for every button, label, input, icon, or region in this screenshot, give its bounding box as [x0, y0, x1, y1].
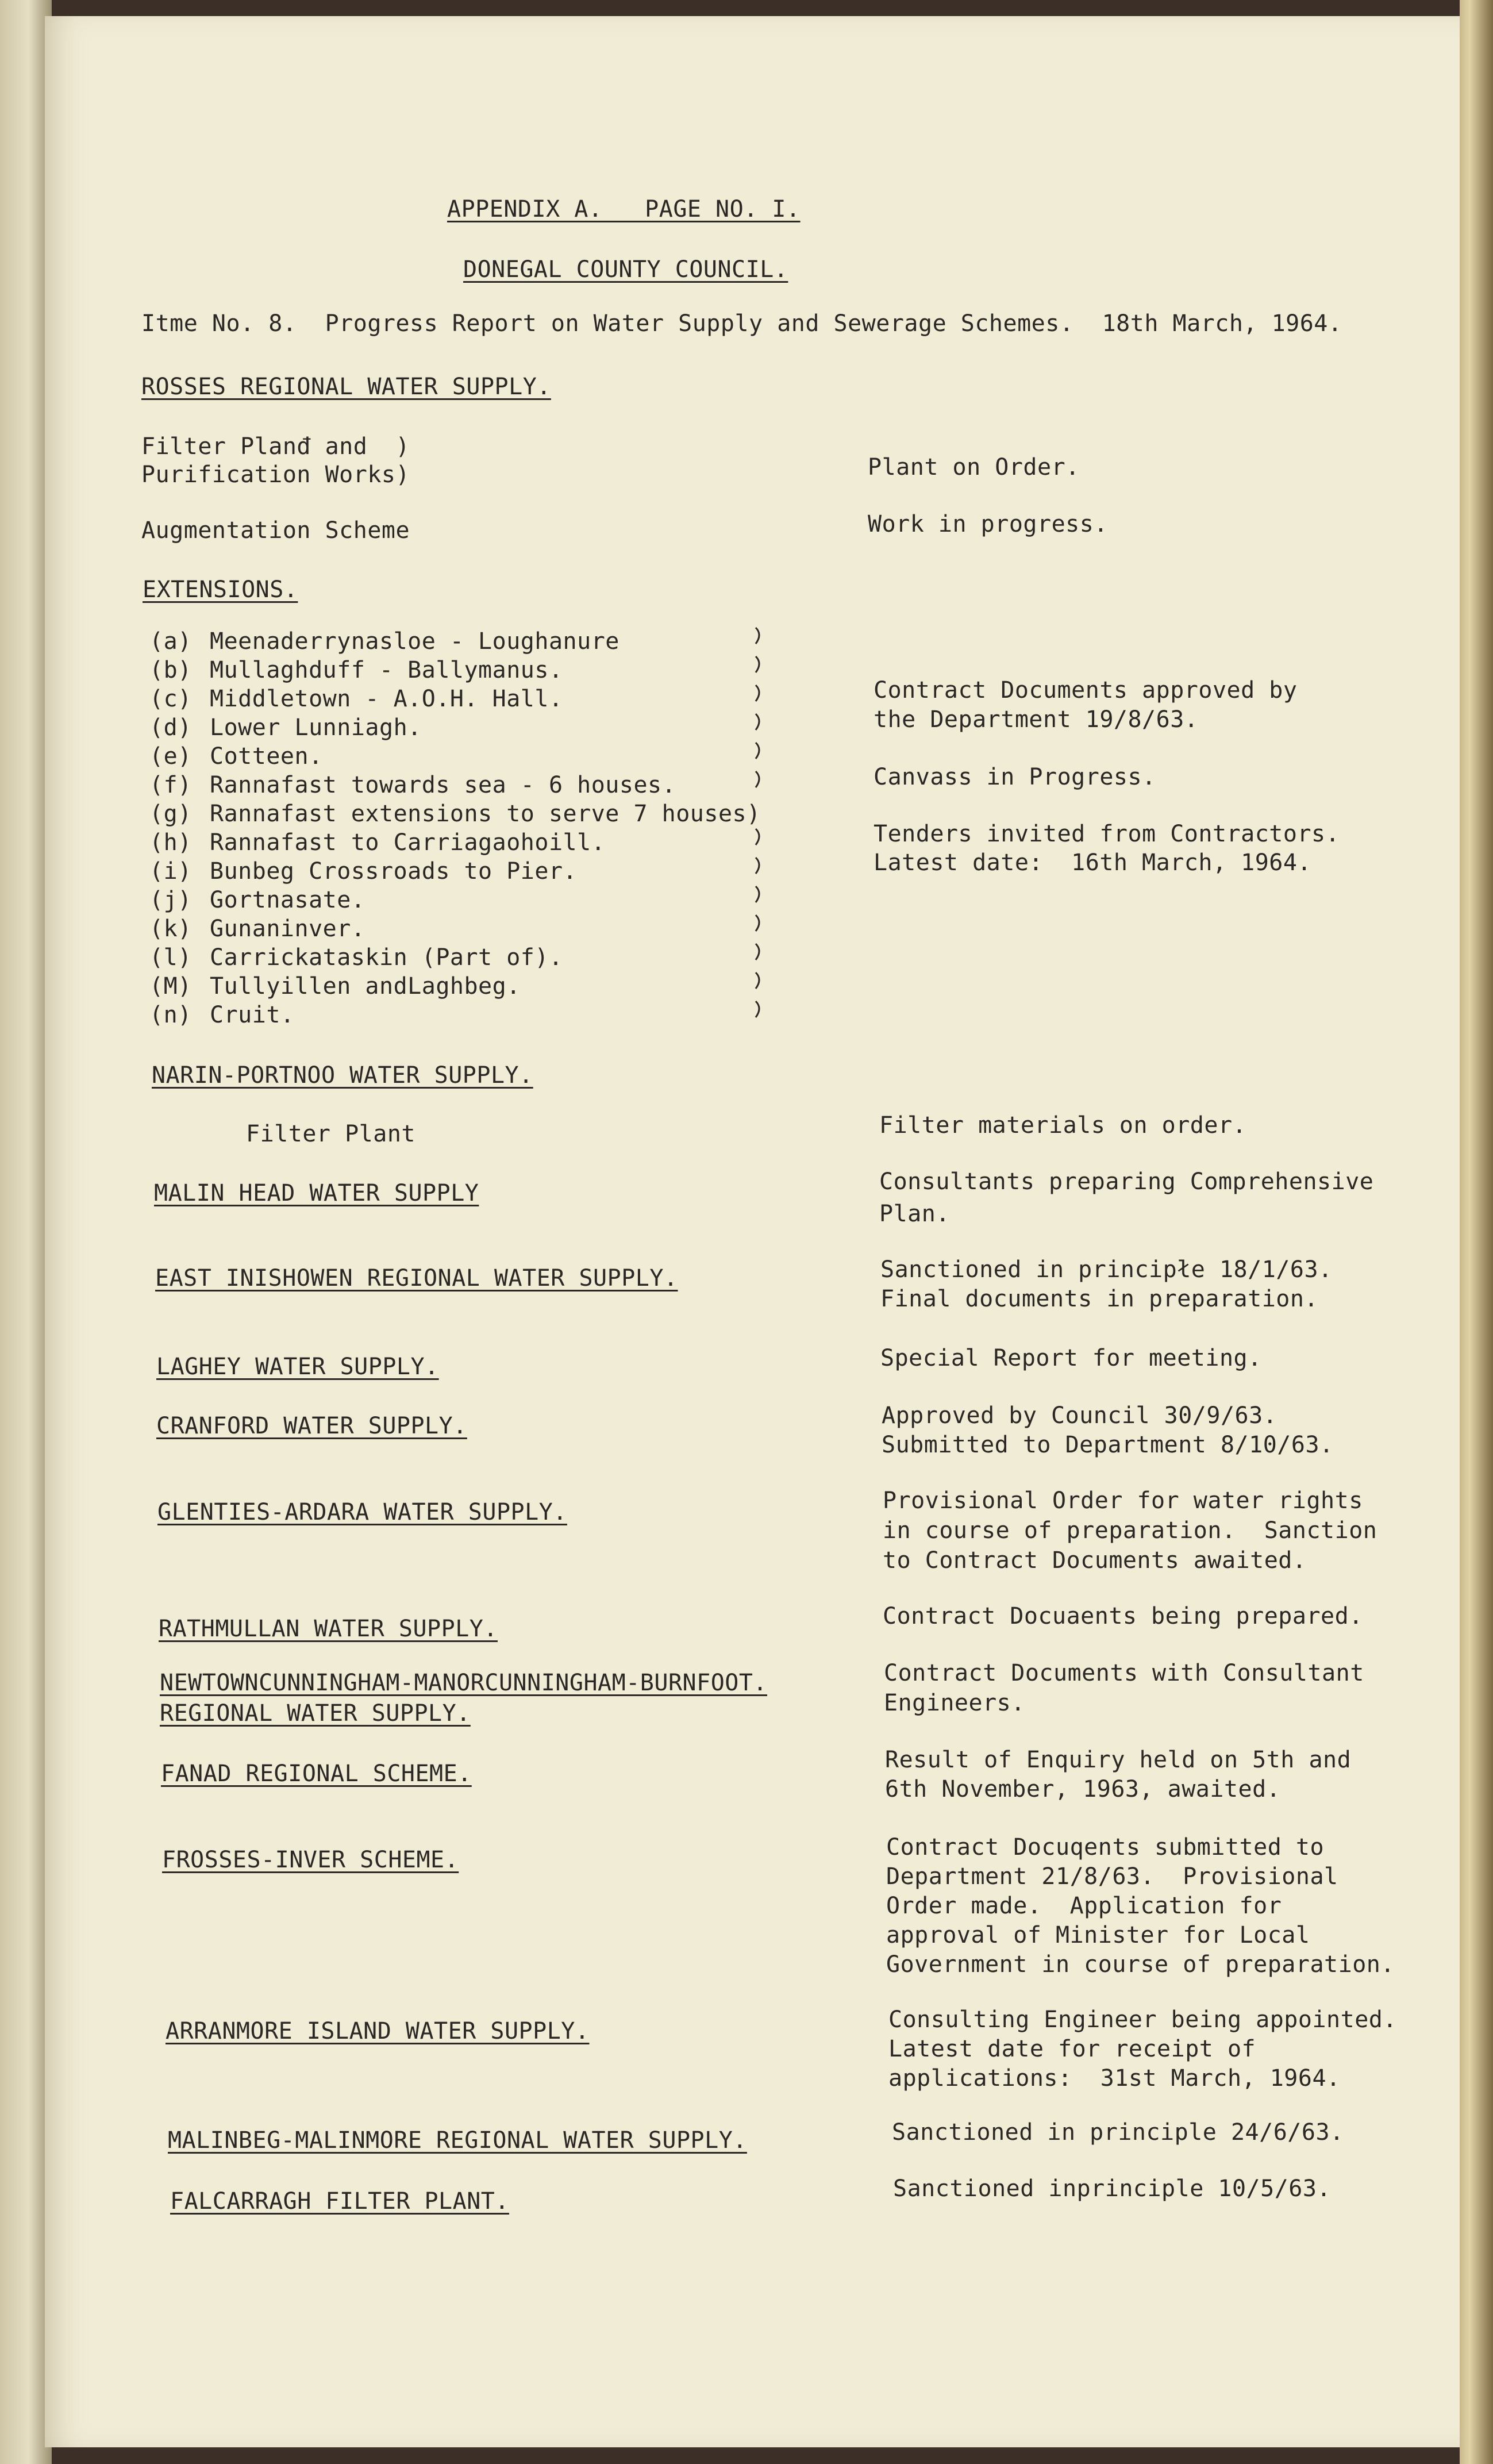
extension-letter: (c) [149, 686, 192, 712]
extension-letter: (k) [149, 916, 192, 942]
extension-name: Cotteen. [210, 743, 323, 770]
malinbeg-status: Sanctioned in principle 24/6/63. [892, 2119, 1344, 2146]
binding-edge [1460, 0, 1493, 2464]
extension-name: Meenaderrynasloe - Loughanure [210, 628, 619, 655]
narin-subitem: Filter Plant [246, 1121, 415, 1147]
frosses-status: approval of Minister for Local [886, 1922, 1310, 1948]
cranford-status: Approved by Council 30/9/63. [882, 1402, 1277, 1429]
extension-letter: (g) [149, 801, 192, 827]
augmentation-status: Work in progress. [868, 511, 1108, 537]
fanad-status: Result of Enquiry held on 5th and [885, 1747, 1352, 1773]
extension-letter: (i) [149, 858, 192, 885]
extension-name: Rannafast towards sea - 6 houses. [210, 772, 676, 798]
extension-name: Mullaghduff - Ballymanus. [210, 657, 563, 683]
rosses-heading: ROSSES REGIONAL WATER SUPPLY. [141, 374, 551, 400]
newtown-heading: NEWTOWNCUNNINGHAM-MANORCUNNINGHAM-BURNFOOT. [160, 1670, 768, 1696]
extension-name: Gortnasate. [210, 887, 365, 913]
filter-plant-status: Plant on Order. [868, 454, 1080, 481]
malin-heading: MALIN HEAD WATER SUPPLY [154, 1180, 479, 1206]
newtown-status: Contract Documents with Consultant [884, 1660, 1364, 1686]
extension-name: Bunbeg Crossroads to Pier. [210, 858, 578, 885]
extensions-heading: EXTENSIONS. [143, 576, 298, 603]
council-heading: DONEGAL COUNTY COUNCIL. [463, 256, 788, 283]
bracket-column [750, 621, 773, 1035]
laghey-status: Special Report for meeting. [880, 1345, 1262, 1371]
malin-status: Consultants preparing Comprehensive [879, 1168, 1374, 1195]
extensions-status: Canvass in Progress. [874, 764, 1156, 790]
extension-letter: (b) [149, 657, 192, 683]
laghey-heading: LAGHEY WATER SUPPLY. [156, 1354, 439, 1380]
extension-letter: (h) [149, 829, 192, 856]
extensions-status: Tenders invited from Contractors. [874, 821, 1340, 847]
augmentation-label: Augmentation Scheme [141, 517, 410, 544]
extensions-status: Contract Documents approved by [874, 677, 1298, 704]
extension-letter: (l) [149, 944, 192, 971]
glenties-status: in course of preparation. Sanction [883, 1517, 1377, 1544]
newtown-heading-line2: REGIONAL WATER SUPPLY. [160, 1700, 471, 1727]
east-inishowen-heading: EAST INISHOWEN REGIONAL WATER SUPPLY. [155, 1265, 678, 1291]
cranford-status: Submitted to Department 8/10/63. [882, 1432, 1334, 1458]
extension-name: Lower Lunniagh. [210, 714, 422, 741]
glenties-status: to Contract Documents awaited. [883, 1547, 1307, 1574]
arranmore-status: applications: 31st March, 1964. [888, 2065, 1341, 2092]
extension-name: Gunaninver. [210, 916, 365, 942]
malin-status: Plan. [879, 1201, 950, 1227]
frosses-heading: FROSSES-INVER SCHEME. [162, 1847, 459, 1873]
extension-name: Rannafast to Carriagaohoill. [210, 829, 606, 856]
extension-letter: (f) [149, 772, 192, 798]
glenties-heading: GLENTIES-ARDARA WATER SUPPLY. [157, 1499, 567, 1525]
frosses-status: Department 21/8/63. Provisional [886, 1863, 1338, 1890]
extension-letter: (j) [149, 887, 192, 913]
extension-letter: (M) [149, 973, 192, 1000]
facing-page-edge [0, 0, 52, 2464]
fanad-status: 6th November, 1963, awaited. [885, 1776, 1281, 1802]
narin-heading: NARIN-PORTNOO WATER SUPPLY. [152, 1062, 533, 1089]
frosses-status: Contract Docuqents submitted to [886, 1834, 1325, 1861]
extension-letter: (e) [149, 743, 192, 770]
rathmullan-status: Contract Docuaents being prepared. [883, 1603, 1363, 1629]
item-title: Itme No. 8. Progress Report on Water Supply and Sewerage Schemes. 18th March, 1964. [141, 310, 1342, 337]
extension-name: Cruit. [210, 1002, 295, 1028]
falcarragh-status: Sanctioned inprinciple 10/5/63. [893, 2175, 1332, 2202]
east-inishowen-status: Sanctioned in principłe 18/1/63. [880, 1256, 1333, 1283]
appendix-heading: APPENDIX A. PAGE NO. I. [447, 196, 801, 222]
extension-name: Carrickataskin (Part of). [210, 944, 563, 971]
arranmore-status: Latest date for receipt of [888, 2036, 1256, 2062]
cranford-heading: CRANFORD WATER SUPPLY. [156, 1413, 467, 1439]
filter-plant-label: Filter Planđ and ) [141, 433, 410, 460]
extensions-status: Latest date: 16th March, 1964. [874, 849, 1312, 876]
extension-letter: (d) [149, 714, 192, 741]
glenties-status: Provisional Order for water rights [883, 1487, 1363, 1514]
arranmore-status: Consulting Engineer being appointed. [888, 2006, 1397, 2033]
frosses-status: Order made. Application for [886, 1893, 1282, 1919]
extension-letter: (a) [149, 628, 192, 655]
extension-letter: (n) [149, 1002, 192, 1028]
purification-label: Purification Works) [141, 462, 410, 488]
frosses-status: Government in course of preparation. [886, 1951, 1395, 1978]
arranmore-heading: ARRANMORE ISLAND WATER SUPPLY. [166, 2018, 590, 2044]
extension-name: Middletown - A.O.H. Hall. [210, 686, 563, 712]
extension-name: Tullyillen andLaghbeg. [210, 973, 521, 1000]
east-inishowen-status: Final documents in preparation. [880, 1286, 1319, 1312]
rathmullan-heading: RATHMULLAN WATER SUPPLY. [159, 1616, 498, 1642]
extensions-status: the Department 19/8/63. [874, 706, 1199, 733]
narin-status: Filter materials on order. [879, 1112, 1247, 1139]
newtown-status: Engineers. [884, 1690, 1025, 1716]
falcarragh-heading: FALCARRAGH FILTER PLANT. [170, 2188, 509, 2215]
fanad-heading: FANAD REGIONAL SCHEME. [161, 1760, 472, 1787]
extension-name: Rannafast extensions to serve 7 houses) [210, 801, 761, 827]
malinbeg-heading: MALINBEG-MALINMORE REGIONAL WATER SUPPLY. [168, 2127, 747, 2154]
